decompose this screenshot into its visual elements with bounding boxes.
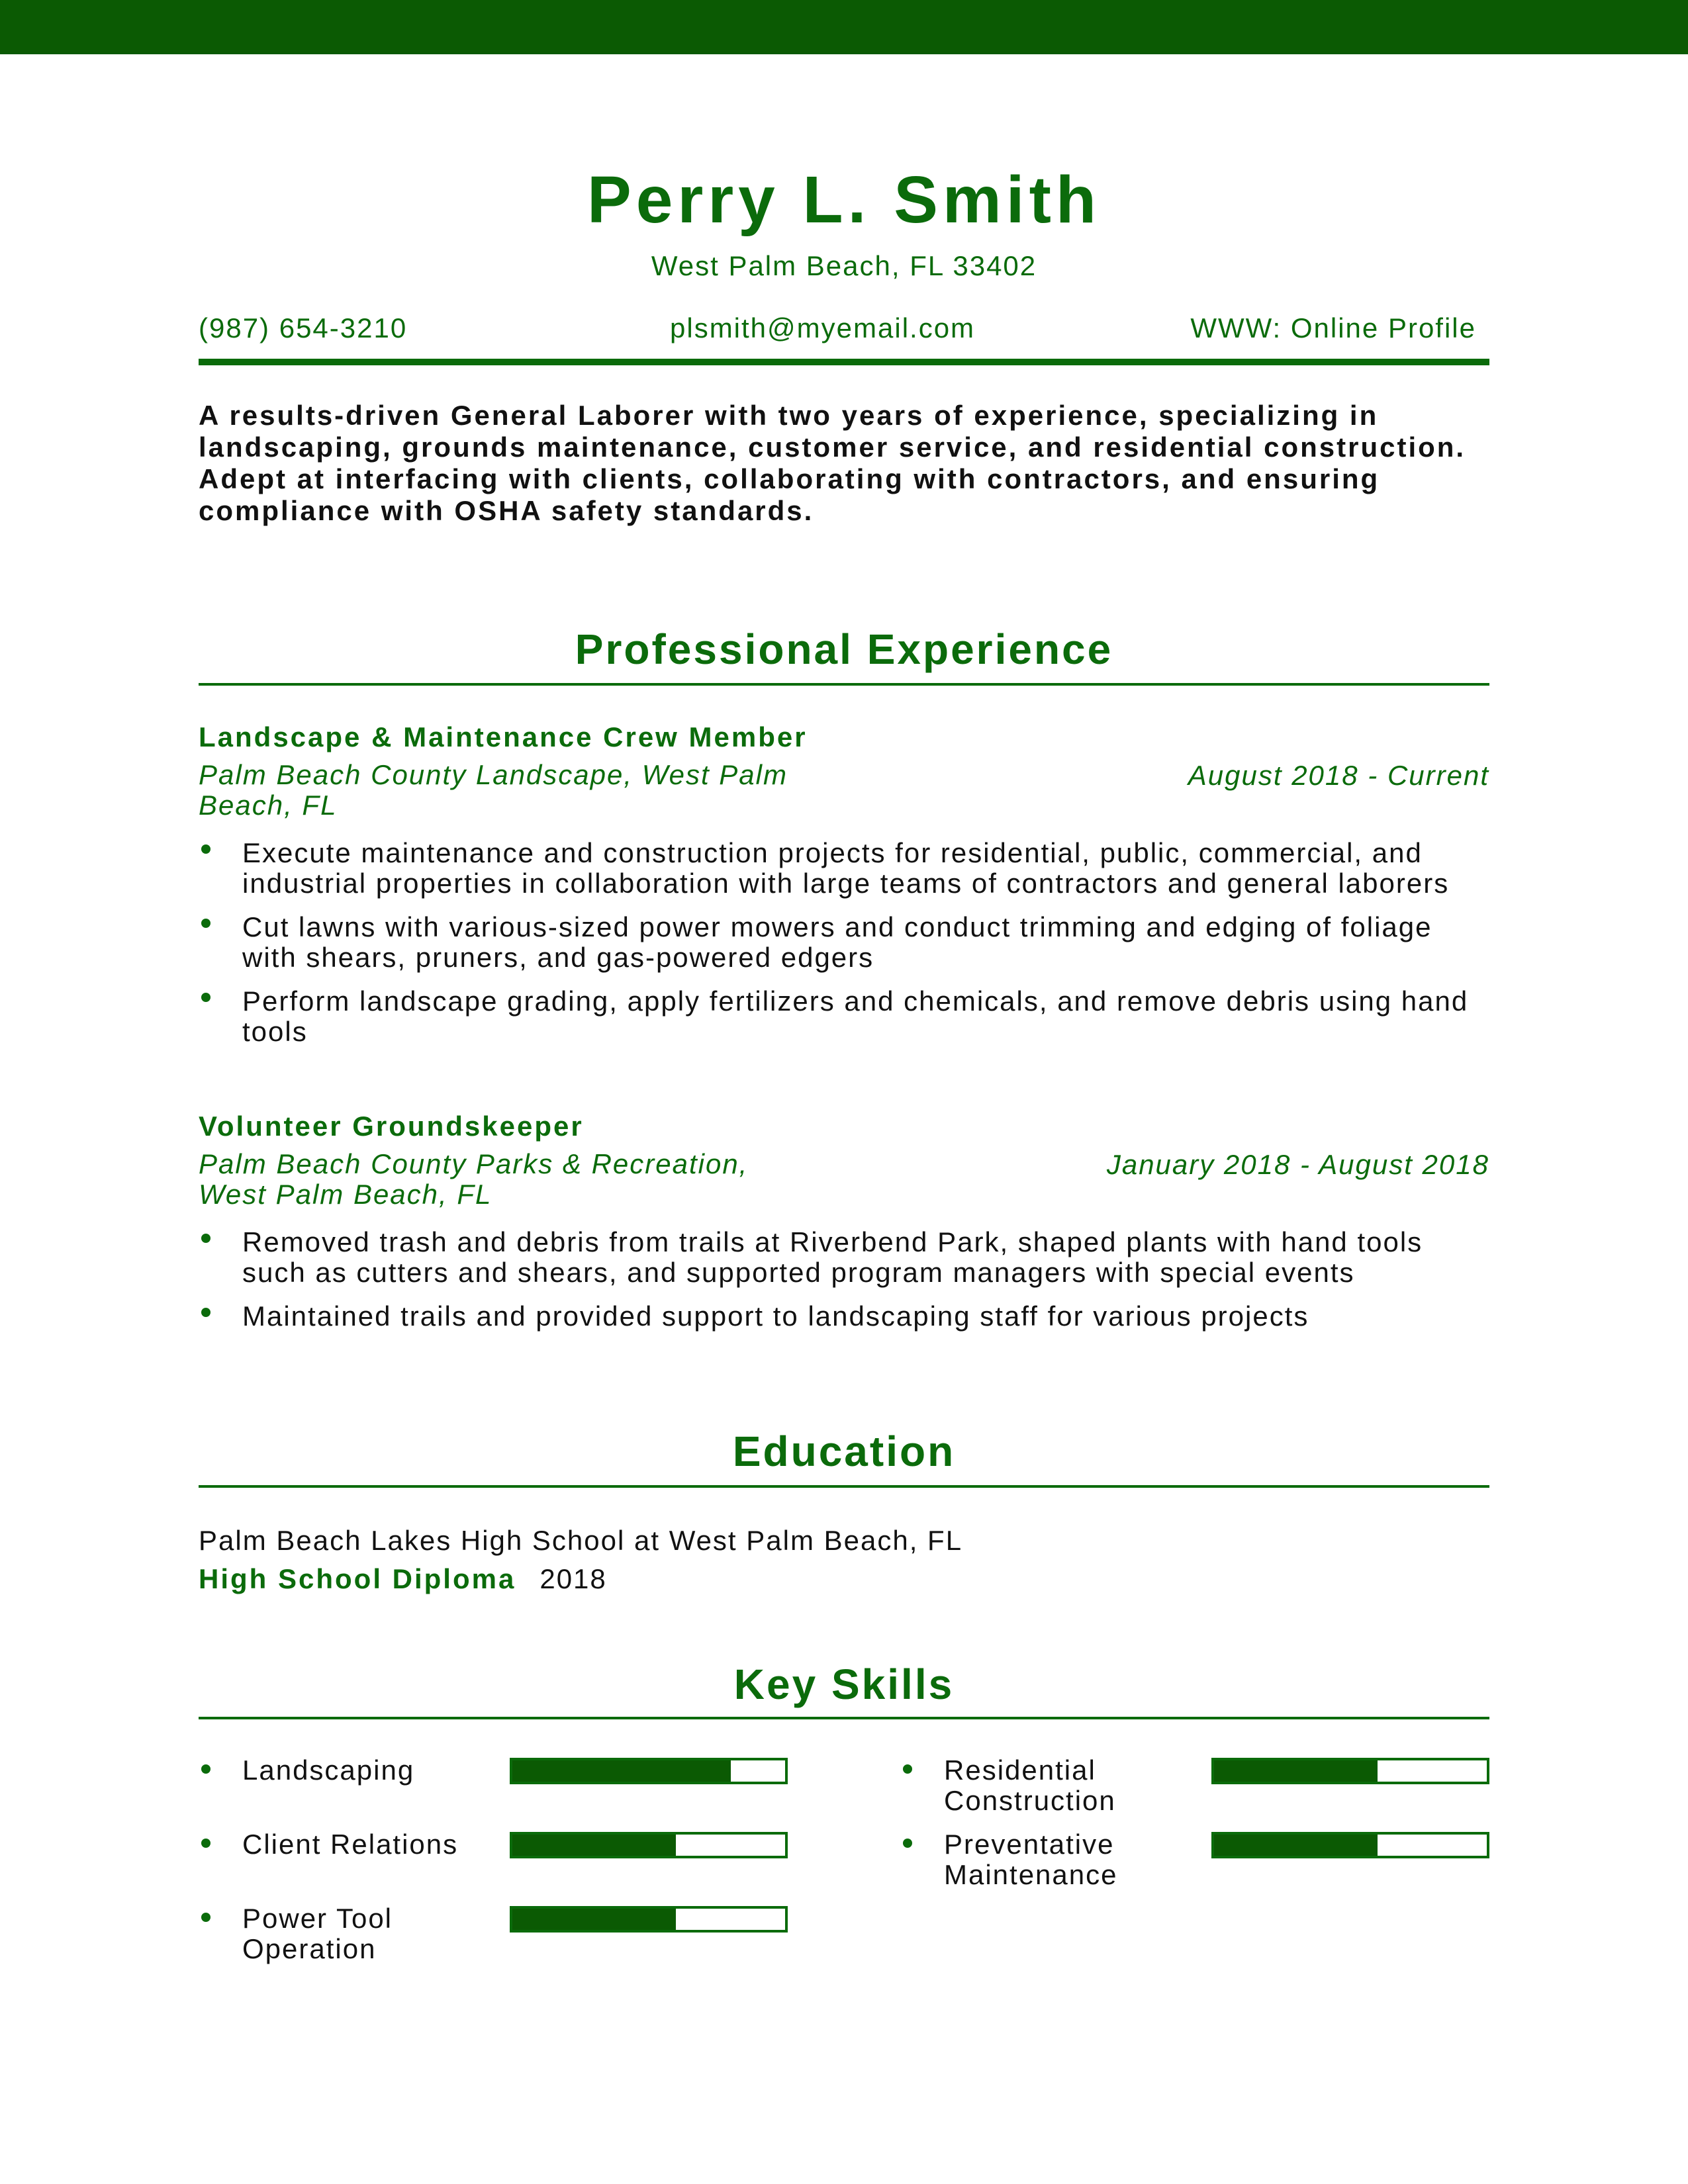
job-bullets — [199, 838, 1489, 1060]
job-bullets — [199, 1227, 1489, 1345]
skill-item-landscaping — [199, 1754, 794, 1824]
skills-heading: Key Skills — [733, 1661, 955, 1708]
bullet-icon — [201, 919, 211, 928]
skill-level-bar — [1211, 1832, 1489, 1858]
bullet-icon — [201, 1308, 211, 1317]
skill-level-bar — [510, 1758, 788, 1784]
website-link[interactable]: WWW: Online Profile — [1190, 312, 1476, 343]
skill-label: Client Relations — [242, 1829, 459, 1860]
bullet-icon — [201, 1913, 211, 1922]
phone-number: (987) 654-3210 — [199, 312, 408, 343]
bullet-icon — [903, 1764, 912, 1774]
skill-item-preventative-maintenance — [900, 1829, 1496, 1898]
bullet-text: Cut lawns with various-sized power mowers and conduct trimming and edging of foliage with shears, pruners, and gas-powered edgers — [242, 911, 1432, 973]
experience-divider — [199, 683, 1489, 686]
skill-level-bar — [510, 1906, 788, 1933]
bullet-text: Maintained trails and provided support to landscaping staff for various projects — [242, 1300, 1309, 1332]
bullet-text: Perform landscape grading, apply fertilizers and chemicals, and remove debris using hand tools — [242, 985, 1469, 1047]
job-dates: August 2018 - Current — [1188, 760, 1489, 791]
list-item — [199, 912, 1489, 973]
bullet-text: Removed trash and debris from trails at Riverbend Park, shaped plants with hand tools such as cutters and shears, and supported program managers with special events — [242, 1226, 1423, 1288]
degree-name: High School Diploma — [199, 1563, 516, 1594]
job-employer: Palm Beach County Parks & Recreation, West Palm Beach, FL — [199, 1148, 749, 1210]
skill-level-fill — [1214, 1760, 1378, 1782]
skill-label: Preventative Maintenance — [944, 1829, 1118, 1890]
bullet-icon — [201, 993, 211, 1002]
skill-item-power-tool-operation — [199, 1903, 794, 1972]
skill-label: Residential Construction — [944, 1754, 1116, 1816]
list-item — [199, 1227, 1489, 1288]
skill-level-fill — [512, 1760, 731, 1782]
education-divider — [199, 1485, 1489, 1488]
candidate-address: West Palm Beach, FL 33402 — [651, 250, 1037, 281]
list-item — [199, 838, 1489, 899]
skills-divider — [199, 1717, 1489, 1719]
skill-level-bar — [1211, 1758, 1489, 1784]
education-heading: Education — [732, 1428, 956, 1475]
bullet-text: Execute maintenance and construction projects for residential, public, commercial, and industrial properties in collaboration with large teams of contractors and general laborers — [242, 837, 1450, 899]
skill-label: Landscaping — [242, 1754, 415, 1786]
graduation-year: 2018 — [539, 1563, 607, 1594]
email-address[interactable]: plsmith@myemail.com — [670, 312, 976, 343]
job-dates: January 2018 - August 2018 — [1106, 1149, 1489, 1180]
professional-summary: A results-driven General Laborer with two years of experience, specializing in landscaping, grounds maintenance, customer service, and residential construction. Adept at interfacing with clients, collaborating with contractors, and ensuring compliance with OSHA safety standards. — [199, 400, 1466, 526]
job-title: Landscape & Maintenance Crew Member — [199, 721, 808, 752]
school-name: Palm Beach Lakes High School at West Palm Beach, FL — [199, 1525, 963, 1556]
top-color-band — [0, 0, 1688, 54]
job-title: Volunteer Groundskeeper — [199, 1111, 584, 1142]
bullet-icon — [201, 1839, 211, 1848]
bullet-icon — [201, 1234, 211, 1243]
bullet-icon — [903, 1839, 912, 1848]
list-item — [199, 986, 1489, 1047]
header-divider — [199, 359, 1489, 365]
bullet-icon — [201, 844, 211, 854]
skill-level-fill — [1214, 1835, 1378, 1856]
degree-line — [199, 1563, 607, 1595]
experience-heading: Professional Experience — [575, 625, 1113, 673]
list-item — [199, 1301, 1489, 1332]
candidate-name: Perry L. Smith — [587, 163, 1101, 237]
job-employer: Palm Beach County Landscape, West Palm Beach, FL — [199, 759, 788, 821]
skill-item-residential-construction — [900, 1754, 1496, 1824]
skill-level-fill — [512, 1909, 676, 1930]
skill-item-client-relations — [199, 1829, 794, 1898]
skill-level-bar — [510, 1832, 788, 1858]
skill-label: Power Tool Operation — [242, 1903, 393, 1964]
skill-level-fill — [512, 1835, 676, 1856]
bullet-icon — [201, 1764, 211, 1774]
